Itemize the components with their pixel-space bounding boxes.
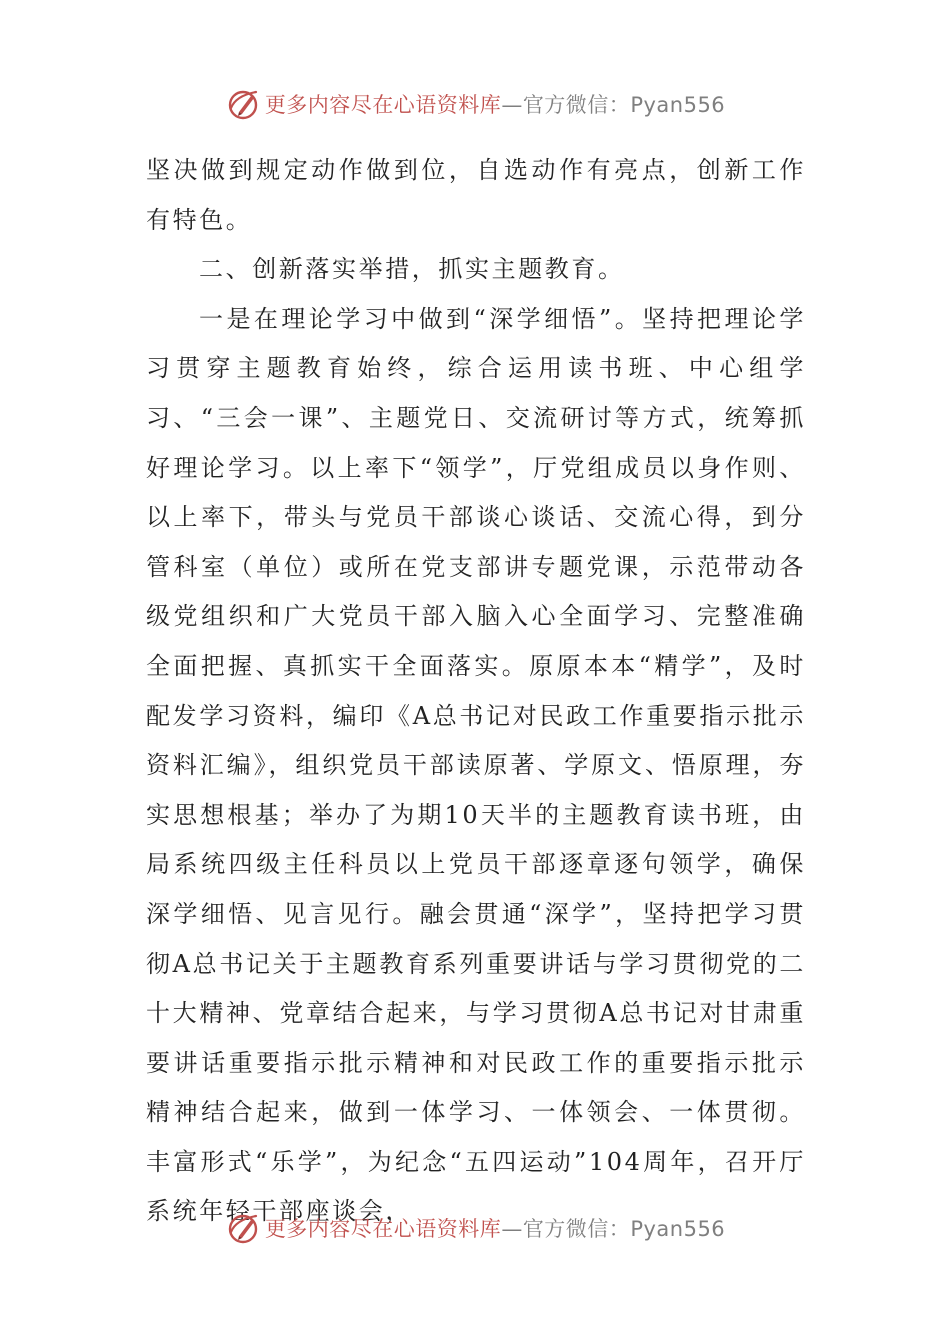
footer-banner-wechat: 官方微信： bbox=[522, 1217, 631, 1241]
pen-circle-logo-icon bbox=[225, 86, 261, 122]
paragraph-theory-study: 一是在理论学习中做到“深学细悟”。坚持把理论学习贯穿主题教育始终，综合运用读书班、中心组学习、“三会一课”、主题党日、交流研讨等方式，统筹抓好理论学习。以上率下“领学”，厅党组成员以身作则、以上率下，带头与党员干部谈心谈话、交流心得，到分管科室（单位）或所在党支部讲专题党课，示范带动各级党组织和广大党员干部入脑入心全面学习、完整准确全面把握、真抓实干全面落实。原原本本“精学”，及时配发学习资料，编印《A总书记对民政工作重要指示批示资料汇编》，组织党员干部读原著、学原文、悟原理，夯实思想根基；举办了为期10天半的主题教育读书班，由局系统四级主任科员以上党员干部逐章逐句领学，确保深学细悟、见言见行。融会贯通“深学”，坚持把学习贯彻A总书记关于主题教育系列重要讲话与学习贯彻党的二十大精神、党章结合起来，与学习贯彻A总书记对甘肃重要讲话重要指示批示精神和对民政工作的重要指示批示精神结合起来，做到一体学习、一体领会、一体贯彻。丰富形式“乐学”，为纪念“五四运动”104周年，召开厅系统年轻干部座谈会， bbox=[146, 304, 806, 1226]
footer-banner-text bbox=[265, 1213, 725, 1243]
footer-banner-dash: — bbox=[501, 1217, 523, 1241]
header-banner-wechat: 官方微信： bbox=[522, 93, 631, 117]
header-banner-id: Pyan556 bbox=[630, 93, 726, 117]
header-banner-text bbox=[265, 89, 725, 119]
footer-banner bbox=[0, 1208, 950, 1248]
section-heading: 二、创新落实举措，抓实主题教育。 bbox=[199, 255, 625, 284]
paragraph-continued: 坚决做到规定动作做到位，自选动作有亮点，创新工作有特色。 bbox=[146, 156, 806, 234]
header-banner bbox=[0, 84, 950, 124]
header-banner-main: 更多内容尽在心语资料库 bbox=[264, 93, 502, 117]
document-body bbox=[146, 146, 806, 1237]
footer-banner-main: 更多内容尽在心语资料库 bbox=[264, 1217, 502, 1241]
footer-banner-id: Pyan556 bbox=[630, 1217, 726, 1241]
pen-circle-logo-icon bbox=[225, 1210, 261, 1246]
header-banner-inner bbox=[225, 86, 725, 122]
header-banner-dash: — bbox=[501, 93, 523, 117]
footer-banner-inner bbox=[225, 1210, 725, 1246]
